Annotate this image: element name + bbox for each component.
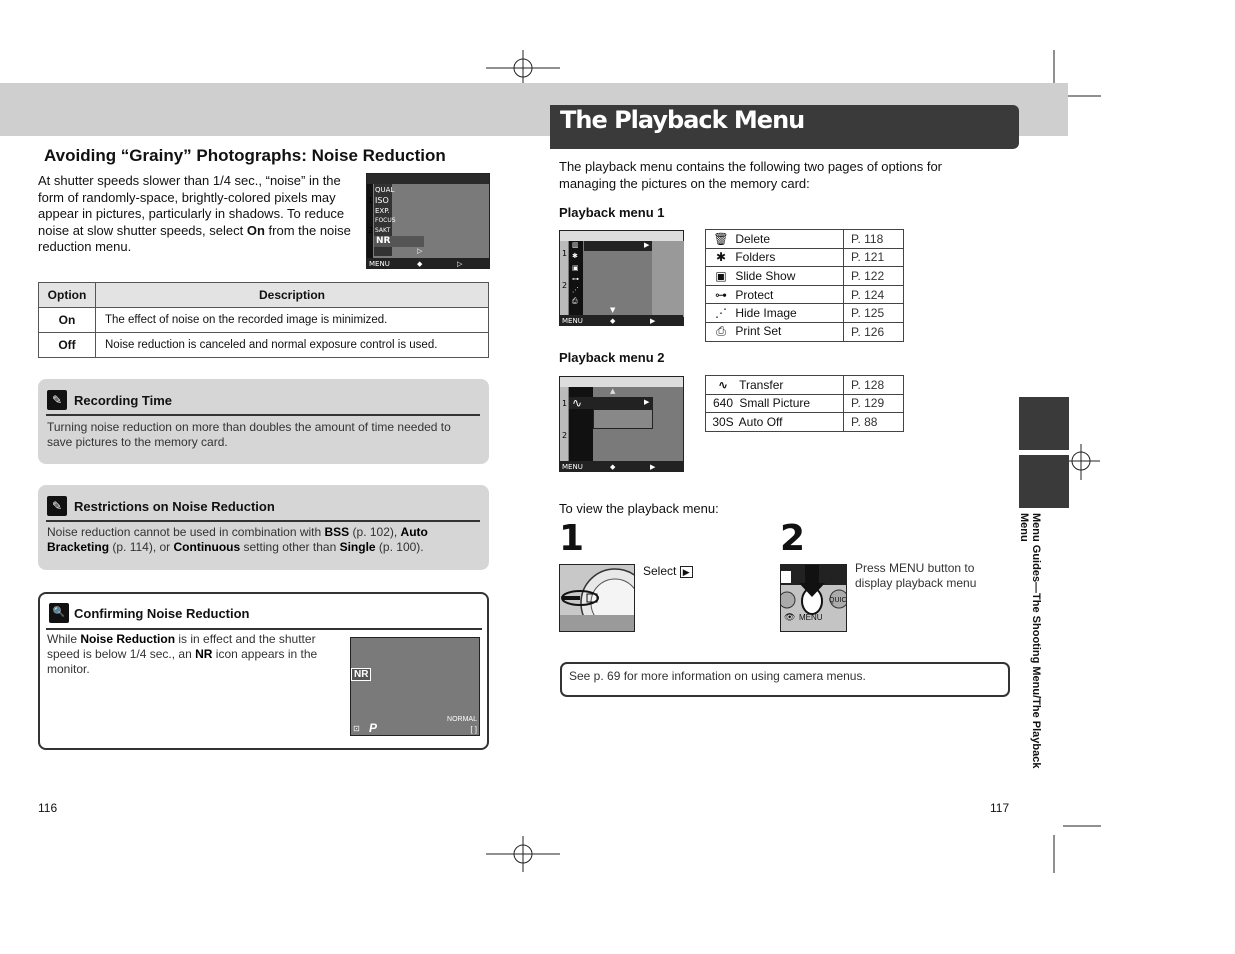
key-icon: ⊶ [572, 275, 579, 283]
menu-item-label: Folders [735, 250, 776, 265]
transfer-icon: ∿ [717, 377, 729, 392]
playback-menu-2-screen [559, 376, 684, 472]
menu-item-label: Hide Image [735, 306, 797, 321]
magnifier-icon: 🔍 [49, 603, 69, 623]
section-heading: Avoiding “Grainy” Photographs: Noise Reduction [44, 146, 446, 165]
intro-text-part: At shutter speeds slower than 1/4 sec., “noise” in the form of randomly-space, brightly-colored pixels may appear in pictures, particularly in shadows. To reduce noise at slow shutter speeds, select [38, 173, 345, 238]
page-title: The Playback Menu [560, 106, 805, 134]
right-arrow-icon: ▷ [417, 247, 423, 255]
table-row [706, 230, 904, 249]
menu-item-page: P. 128 [844, 376, 904, 395]
table-header-row [39, 283, 489, 308]
note-title: Recording Time [74, 393, 173, 408]
playback-menu-2-table [705, 375, 904, 432]
screen-page-1: 1 [368, 196, 374, 205]
note-text: Noise reduction cannot be used in combination with [47, 525, 325, 539]
frame-bracket-icon: [ ] [470, 725, 477, 734]
transfer-icon: ∿ [572, 396, 583, 410]
note-text: icon appears in the monitor. [47, 647, 318, 676]
note-text: setting other than [240, 540, 340, 554]
mode-dial-image [559, 564, 635, 632]
page-number-left: 116 [38, 801, 58, 815]
note-bold-nr: NR [195, 647, 213, 661]
note-rule [46, 414, 480, 416]
menu-item-page: P. 126 [844, 322, 904, 341]
menu-item-name [706, 322, 844, 341]
nr-icon: NR [351, 668, 371, 681]
menu-item-page: P. 88 [844, 413, 904, 432]
note-bold-noise-reduction: Noise Reduction [80, 632, 176, 646]
table-cell-description: Noise reduction is canceled and normal exposure control is used. [96, 333, 489, 358]
screen-menu-label: MENU [562, 463, 583, 471]
note-text: (p. 102), [349, 525, 401, 539]
note-restrictions [38, 485, 489, 570]
intro-text [38, 173, 360, 256]
note-rule [46, 520, 480, 522]
screen-highlight-row [584, 241, 652, 251]
note-body: Turning noise reduction on more than doubles the amount of time needed to save pictures to the memory card. [47, 420, 451, 449]
right-intro-text: The playback menu contains the following two pages of options for managing the pictures on the memory card: [559, 159, 943, 191]
screen-top-bar [560, 377, 683, 387]
key-icon: ⊶ [715, 287, 727, 302]
screen-menu-label: MENU [369, 260, 390, 268]
see-also-note: See p. 69 for more information on using camera menus. [560, 662, 1010, 697]
note-bold-bss: BSS [324, 525, 350, 539]
screen-page-1: 1 [562, 249, 568, 258]
menu-item-label: Auto Off [738, 414, 783, 429]
monitor-screen [350, 637, 480, 736]
print-icon: ⎙ [572, 297, 578, 305]
side-tab-text: Menu Guides—The Shooting Menu/The Playback Menu [1018, 513, 1042, 769]
playback-menu-2-heading: Playback menu 2 [559, 350, 665, 365]
note-title: Restrictions on Noise Reduction [74, 499, 275, 514]
screen-item-focus: FOCUS [375, 217, 396, 224]
menu-item-name [706, 248, 844, 267]
menu-item-page: P. 122 [844, 267, 904, 286]
updown-icon: ◆ [610, 317, 616, 325]
menu-item-label: Small Picture [739, 396, 811, 411]
quality-label: NORMAL [447, 716, 477, 723]
menu-item-label: Slide Show [735, 268, 796, 283]
menu-item-label: Delete [735, 231, 771, 246]
step-1-label: Select [643, 564, 677, 578]
table-row [706, 413, 904, 432]
small-picture-icon: 640 [712, 396, 734, 411]
step-1-text [643, 564, 693, 578]
trash-icon: 🗑 [713, 231, 729, 246]
table-cell-option: Off [39, 333, 96, 358]
menu-item-name [706, 304, 844, 323]
menu-item-label: Transfer [739, 377, 784, 392]
menu-button-label: MENU [799, 613, 823, 622]
note-recording-time [38, 379, 489, 464]
screen-item-iso: ISO [375, 196, 389, 205]
screen-sub-row [593, 409, 653, 429]
side-tab [1019, 455, 1069, 508]
menu-item-page: P. 129 [844, 394, 904, 413]
step-2-number: 2 [780, 518, 806, 559]
step-2-text: Press MENU button to display playback menu [855, 561, 977, 590]
updown-icon: ◆ [417, 260, 423, 268]
folders-icon: ✱ [715, 250, 727, 265]
table-row [39, 333, 489, 358]
screen-top-bar [560, 231, 683, 241]
menu-item-name [706, 285, 844, 304]
right-arrow-icon: ▶ [650, 463, 656, 471]
play-icon: ▶ [680, 566, 693, 578]
screen-menu-label: MENU [562, 317, 583, 325]
eye-icon: 👁 [784, 612, 796, 622]
auto-off-icon: 30S [712, 414, 734, 429]
metering-icon: ⊡ [353, 724, 360, 733]
quick-label: QUIC [829, 597, 847, 604]
menu-item-name [706, 230, 844, 249]
pencil-icon: ✎ [47, 496, 67, 516]
note-bold-continuous: Continuous [173, 540, 241, 554]
note-text: (p. 114), or [109, 540, 174, 554]
menu-item-name [706, 413, 844, 432]
table-row [706, 304, 904, 323]
hide-image-icon: ⋰ [715, 306, 727, 321]
screen-item-qual: QUAL [375, 186, 395, 194]
menu-item-label: Print Set [735, 324, 782, 339]
menu-item-page: P. 118 [844, 230, 904, 249]
slideshow-icon: ▣ [715, 268, 727, 283]
right-arrow-icon: ▶ [644, 241, 650, 249]
slideshow-icon: ▣ [572, 264, 579, 272]
screen-right-panel [652, 241, 684, 317]
side-tab [1019, 397, 1069, 450]
screen-item-exp: EXP. [375, 207, 390, 215]
screen-page-2: 2 [368, 226, 374, 235]
note-bold-auto-bracketing: Auto Bracketing [47, 525, 428, 554]
table-row [706, 267, 904, 286]
intro-text-part: from the noise reduction menu. [38, 222, 351, 254]
playback-menu-1-table [705, 229, 904, 342]
pencil-icon: ✎ [47, 390, 67, 410]
intro-bold-on: On [246, 222, 265, 238]
table-header-description: Description [96, 283, 489, 308]
note-rule [46, 628, 482, 630]
table-row [39, 308, 489, 333]
menu-item-name [706, 394, 844, 413]
screen-item-sakt: SAKT [375, 227, 391, 234]
menu-item-page: P. 121 [844, 248, 904, 267]
table-cell-description: The effect of noise on the recorded image is minimized. [96, 308, 489, 333]
screen-item-nr: NR [376, 236, 391, 246]
note-text: While [47, 632, 81, 646]
menu-item-page: P. 125 [844, 304, 904, 323]
mode-p-label: P [369, 721, 378, 735]
page-number-right: 117 [990, 801, 1010, 815]
note-bold-single: Single [339, 540, 376, 554]
view-instructions-label: To view the playback menu: [559, 501, 719, 516]
table-cell-option: On [39, 308, 96, 333]
right-arrow-icon: ▶ [644, 398, 650, 406]
folders-icon: ✱ [572, 252, 578, 260]
trash-icon: ▥ [572, 241, 579, 249]
menu-item-name [706, 267, 844, 286]
step-1-number: 1 [559, 518, 585, 559]
note-body [47, 525, 467, 555]
down-arrow-icon: ▼ [610, 306, 616, 314]
right-arrow-icon: ▶ [650, 317, 656, 325]
note-confirming [38, 592, 489, 750]
menu-item-label: Protect [735, 287, 774, 302]
screen-page-2: 2 [562, 281, 568, 290]
hide-image-icon: ⋰ [572, 286, 579, 294]
noise-reduction-menu-screen [366, 173, 490, 269]
menu-item-name [706, 376, 844, 395]
playback-menu-1-screen [559, 230, 684, 326]
note-body [47, 632, 332, 677]
table-row [706, 394, 904, 413]
options-table [38, 282, 489, 358]
table-row [706, 322, 904, 341]
updown-icon: ◆ [610, 463, 616, 471]
screen-page-1: 1 [562, 399, 568, 408]
note-text: (p. 100). [375, 540, 424, 554]
menu-button-image [780, 564, 847, 632]
menu-item-page: P. 124 [844, 285, 904, 304]
table-row [706, 285, 904, 304]
screen-top-bar [367, 174, 489, 184]
note-text: is in effect and the shutter speed is below 1/4 sec., an [47, 632, 316, 661]
table-row [706, 376, 904, 395]
right-arrow-icon: ▷ [457, 260, 463, 268]
up-arrow-icon: ▲ [610, 387, 616, 395]
table-row [706, 248, 904, 267]
mode-dial-illustration [560, 565, 635, 632]
note-title: Confirming Noise Reduction [74, 606, 250, 621]
playback-menu-1-heading: Playback menu 1 [559, 205, 665, 220]
screen-page-2: 2 [562, 431, 568, 440]
print-icon: ⎙ [716, 324, 726, 339]
table-header-option: Option [39, 283, 96, 308]
